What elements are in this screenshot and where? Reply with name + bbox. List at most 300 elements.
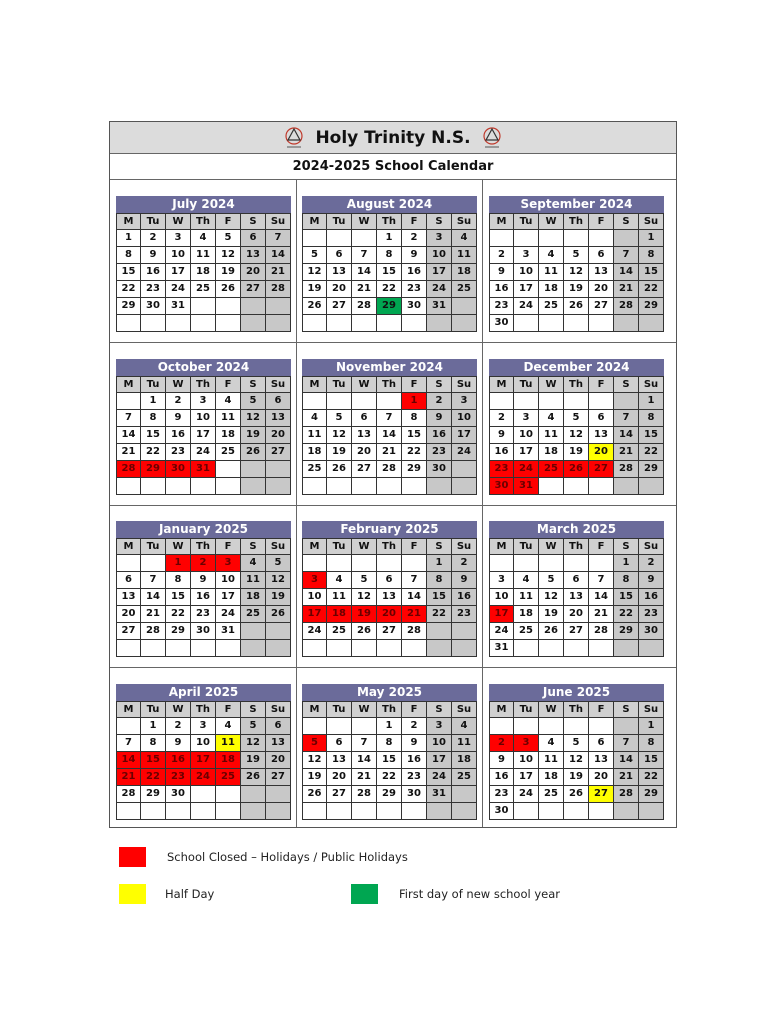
day-cell: 3 [166,230,191,247]
empty-day-cell [564,478,589,495]
weekday-header-row [489,376,664,393]
day-cell: 4 [539,247,564,264]
day-cell: 18 [191,264,216,281]
day-cell: 2 [141,230,166,247]
day-cell: 26 [302,298,327,315]
empty-day-cell [427,478,452,495]
school-crest-icon [283,126,305,150]
day-cell: 9 [166,735,191,752]
day-cell: 7 [377,410,402,427]
empty-day-cell [489,555,514,572]
day-cell: 18 [539,769,564,786]
day-grid [489,393,664,495]
month-block [302,684,477,820]
weekday-label: F [402,701,427,718]
day-cell: 11 [452,247,477,264]
day-cell: 11 [539,752,564,769]
empty-day-cell [377,803,402,820]
weekday-label: F [402,538,427,555]
day-cell: 7 [116,735,141,752]
empty-day-cell [589,640,614,657]
day-cell: 8 [614,572,639,589]
day-cell: 28 [116,461,141,478]
weekday-label: S [241,376,266,393]
day-cell: 15 [141,752,166,769]
weekday-label: W [352,213,377,230]
empty-day-cell [514,393,539,410]
weekday-label: W [166,213,191,230]
day-cell: 15 [116,264,141,281]
day-cell: 24 [166,281,191,298]
day-cell: 12 [352,589,377,606]
empty-day-cell [639,478,664,495]
day-cell: 8 [377,735,402,752]
empty-day-cell [514,315,539,332]
day-cell: 30 [191,623,216,640]
weekday-label: Tu [327,701,352,718]
day-cell: 10 [452,410,477,427]
day-cell: 16 [166,752,191,769]
row-divider [110,667,676,668]
day-cell: 5 [327,410,352,427]
empty-day-cell [402,640,427,657]
empty-day-cell [539,230,564,247]
empty-day-cell [514,803,539,820]
weekday-label: F [216,213,241,230]
weekday-label: Th [377,538,402,555]
day-cell: 20 [589,444,614,461]
day-cell: 3 [514,735,539,752]
month-title: December 2024 [489,359,664,376]
empty-day-cell [614,803,639,820]
month-title: November 2024 [302,359,477,376]
weekday-label: Th [377,376,402,393]
day-cell: 11 [327,589,352,606]
legend-first-day-swatch [351,884,378,904]
day-cell: 18 [216,752,241,769]
empty-day-cell [141,555,166,572]
day-cell: 6 [589,735,614,752]
month-block [302,359,477,495]
day-cell: 16 [452,589,477,606]
empty-day-cell [589,478,614,495]
day-cell: 24 [191,769,216,786]
empty-day-cell [116,718,141,735]
day-cell: 24 [302,623,327,640]
day-cell: 5 [352,572,377,589]
day-cell: 19 [241,752,266,769]
column-divider [296,179,297,827]
day-cell: 6 [327,735,352,752]
day-cell: 6 [589,410,614,427]
empty-day-cell [402,803,427,820]
day-cell: 17 [302,606,327,623]
weekday-label: Th [377,701,402,718]
empty-day-cell [302,555,327,572]
day-cell: 28 [352,786,377,803]
day-cell: 30 [141,298,166,315]
weekday-label: F [216,538,241,555]
day-cell: 28 [141,623,166,640]
day-cell: 16 [489,769,514,786]
day-cell: 25 [539,786,564,803]
day-cell: 28 [266,281,291,298]
empty-day-cell [539,478,564,495]
legend-holiday-swatch [119,847,146,867]
day-cell: 21 [352,281,377,298]
weekday-label: S [427,376,452,393]
day-grid [302,718,477,820]
weekday-label: S [614,376,639,393]
day-cell: 9 [489,427,514,444]
empty-day-cell [266,478,291,495]
day-cell: 7 [614,247,639,264]
day-cell: 27 [352,461,377,478]
day-cell: 14 [352,752,377,769]
day-cell: 8 [116,247,141,264]
day-cell: 22 [116,281,141,298]
day-cell: 29 [639,298,664,315]
weekday-label: Su [639,538,664,555]
day-cell: 4 [216,393,241,410]
month-block [302,196,477,332]
day-cell: 19 [302,769,327,786]
empty-day-cell [241,786,266,803]
day-cell: 25 [302,461,327,478]
day-cell: 15 [402,427,427,444]
day-cell: 8 [639,247,664,264]
day-cell: 11 [216,410,241,427]
day-cell: 4 [539,735,564,752]
day-cell: 28 [402,623,427,640]
empty-day-cell [452,298,477,315]
day-cell: 27 [377,623,402,640]
empty-day-cell [327,230,352,247]
weekday-label: F [589,376,614,393]
day-cell: 20 [327,281,352,298]
day-cell: 17 [191,427,216,444]
month-block [116,521,291,657]
day-cell: 9 [452,572,477,589]
day-cell: 22 [141,444,166,461]
day-cell: 21 [352,769,377,786]
day-cell: 23 [141,281,166,298]
empty-day-cell [402,478,427,495]
day-cell: 4 [452,230,477,247]
day-cell: 11 [191,247,216,264]
day-cell: 22 [614,606,639,623]
day-cell: 24 [427,281,452,298]
day-cell: 18 [216,427,241,444]
day-cell: 12 [241,410,266,427]
day-cell: 1 [639,393,664,410]
month-title: May 2025 [302,684,477,701]
day-cell: 29 [639,461,664,478]
weekday-label: S [241,701,266,718]
weekday-header-row [116,376,291,393]
month-title: February 2025 [302,521,477,538]
day-cell: 17 [514,444,539,461]
day-cell: 20 [377,606,402,623]
day-cell: 5 [216,230,241,247]
empty-day-cell [166,315,191,332]
day-cell: 26 [302,786,327,803]
empty-day-cell [191,478,216,495]
day-cell: 8 [166,572,191,589]
day-cell: 29 [116,298,141,315]
empty-day-cell [327,478,352,495]
empty-day-cell [639,640,664,657]
day-cell: 6 [327,247,352,264]
day-cell: 8 [639,735,664,752]
day-cell: 9 [191,572,216,589]
day-grid [489,555,664,657]
day-cell: 14 [402,589,427,606]
day-cell: 16 [402,752,427,769]
weekday-label: Su [266,538,291,555]
day-cell: 18 [241,589,266,606]
weekday-label: Su [452,376,477,393]
day-cell: 3 [216,555,241,572]
day-cell: 28 [377,461,402,478]
weekday-label: Su [266,376,291,393]
month-title: August 2024 [302,196,477,213]
empty-day-cell [514,555,539,572]
day-cell: 24 [191,444,216,461]
empty-day-cell [241,315,266,332]
empty-day-cell [191,298,216,315]
day-cell: 19 [564,281,589,298]
empty-day-cell [141,640,166,657]
weekday-label: M [302,538,327,555]
day-cell: 21 [266,264,291,281]
day-cell: 17 [191,752,216,769]
day-cell: 20 [327,769,352,786]
empty-day-cell [352,315,377,332]
day-cell: 23 [489,298,514,315]
day-cell: 25 [241,606,266,623]
day-cell: 27 [589,298,614,315]
empty-day-cell [402,315,427,332]
day-cell: 14 [614,752,639,769]
day-cell: 6 [564,572,589,589]
day-cell: 25 [539,461,564,478]
empty-day-cell [266,786,291,803]
empty-day-cell [302,315,327,332]
day-cell: 29 [166,623,191,640]
day-cell: 15 [141,427,166,444]
empty-day-cell [216,640,241,657]
empty-day-cell [564,718,589,735]
empty-day-cell [116,555,141,572]
month-block [489,684,664,820]
day-cell: 5 [539,572,564,589]
day-cell: 18 [539,444,564,461]
day-cell: 3 [452,393,477,410]
month-title: January 2025 [116,521,291,538]
day-cell: 21 [589,606,614,623]
empty-day-cell [191,640,216,657]
day-cell: 2 [427,393,452,410]
day-cell: 24 [216,606,241,623]
school-crest-icon [481,126,503,150]
day-cell: 28 [352,298,377,315]
day-cell: 2 [489,735,514,752]
weekday-label: M [302,701,327,718]
empty-day-cell [614,718,639,735]
weekday-label: Tu [514,701,539,718]
day-cell: 18 [327,606,352,623]
day-cell: 1 [377,718,402,735]
day-cell: 13 [327,752,352,769]
day-cell: 16 [166,427,191,444]
day-cell: 21 [614,769,639,786]
day-cell: 11 [514,589,539,606]
empty-day-cell [352,555,377,572]
weekday-label: Su [452,213,477,230]
day-cell: 19 [302,281,327,298]
day-cell: 28 [614,298,639,315]
day-cell: 1 [116,230,141,247]
day-cell: 8 [141,410,166,427]
empty-day-cell [302,478,327,495]
day-cell: 31 [489,640,514,657]
day-cell: 4 [539,410,564,427]
day-cell: 10 [191,735,216,752]
day-cell: 23 [166,769,191,786]
day-cell: 26 [216,281,241,298]
empty-day-cell [452,640,477,657]
day-cell: 4 [302,410,327,427]
empty-day-cell [352,478,377,495]
day-cell: 20 [266,427,291,444]
day-cell: 18 [539,281,564,298]
day-cell: 5 [266,555,291,572]
day-cell: 9 [489,752,514,769]
day-cell: 14 [614,264,639,281]
day-cell: 16 [427,427,452,444]
day-cell: 11 [539,427,564,444]
weekday-label: S [614,213,639,230]
day-cell: 28 [589,623,614,640]
day-cell: 3 [191,393,216,410]
day-cell: 19 [564,444,589,461]
day-cell: 3 [427,230,452,247]
day-cell: 27 [241,281,266,298]
legend-first-day-label: First day of new school year [399,887,561,901]
weekday-label: Tu [141,213,166,230]
day-grid [302,555,477,657]
day-cell: 23 [639,606,664,623]
day-cell: 27 [116,623,141,640]
empty-day-cell [327,718,352,735]
day-grid [116,718,291,820]
empty-day-cell [589,718,614,735]
day-cell: 1 [427,555,452,572]
day-cell: 17 [452,427,477,444]
day-cell: 8 [402,410,427,427]
day-cell: 5 [241,393,266,410]
empty-day-cell [302,718,327,735]
weekday-label: F [402,213,427,230]
weekday-label: Su [639,701,664,718]
day-cell: 5 [241,718,266,735]
day-cell: 20 [352,444,377,461]
weekday-label: Th [191,538,216,555]
day-cell: 2 [402,718,427,735]
empty-day-cell [266,461,291,478]
weekday-label: M [302,376,327,393]
row-divider [110,505,676,506]
empty-day-cell [427,623,452,640]
weekday-label: F [589,701,614,718]
day-cell: 29 [639,786,664,803]
empty-day-cell [452,315,477,332]
day-cell: 26 [539,623,564,640]
empty-day-cell [241,461,266,478]
empty-day-cell [166,478,191,495]
day-cell: 12 [327,427,352,444]
day-cell: 5 [302,735,327,752]
weekday-label: S [427,701,452,718]
empty-day-cell [241,623,266,640]
day-cell: 12 [564,427,589,444]
empty-day-cell [564,315,589,332]
legend-half-day-swatch [119,884,146,904]
day-cell: 3 [427,718,452,735]
empty-day-cell [166,803,191,820]
day-cell: 23 [166,444,191,461]
weekday-label: Tu [141,376,166,393]
day-cell: 16 [402,264,427,281]
day-cell: 1 [639,718,664,735]
day-cell: 10 [166,247,191,264]
day-cell: 31 [427,298,452,315]
day-cell: 29 [614,623,639,640]
day-cell: 10 [427,735,452,752]
weekday-label: Su [266,701,291,718]
day-cell: 14 [116,427,141,444]
weekday-label: M [116,376,141,393]
day-cell: 2 [452,555,477,572]
day-cell: 16 [489,444,514,461]
day-cell: 7 [116,410,141,427]
day-cell: 4 [514,572,539,589]
legend-half-day-label: Half Day [165,887,215,901]
day-cell: 15 [614,589,639,606]
day-cell: 7 [589,572,614,589]
month-block [489,521,664,657]
day-cell: 26 [352,623,377,640]
empty-day-cell [327,640,352,657]
day-cell: 4 [216,718,241,735]
day-cell: 28 [614,786,639,803]
day-cell: 30 [402,298,427,315]
day-cell: 15 [639,752,664,769]
weekday-label: F [402,376,427,393]
empty-day-cell [327,555,352,572]
empty-day-cell [589,315,614,332]
day-cell: 20 [589,281,614,298]
weekday-label: M [302,213,327,230]
day-grid [489,718,664,820]
weekday-label: W [166,376,191,393]
weekday-header-row [489,213,664,230]
empty-day-cell [216,461,241,478]
day-cell: 24 [514,298,539,315]
empty-day-cell [327,393,352,410]
weekday-label: W [166,538,191,555]
